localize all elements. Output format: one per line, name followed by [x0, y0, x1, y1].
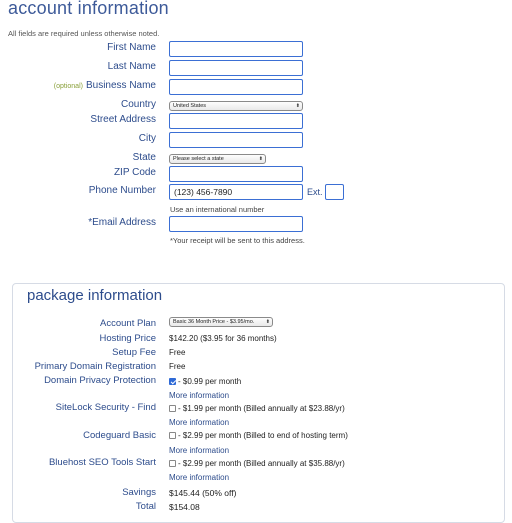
last-name-input[interactable]: [169, 60, 303, 76]
country-label: Country: [120, 99, 156, 110]
email-address-input[interactable]: [169, 216, 303, 232]
zip-code-label: ZIP Code: [113, 167, 156, 178]
phone-number-label: Phone Number: [88, 185, 156, 196]
first-name-input[interactable]: [169, 41, 303, 57]
account-section-title: account information: [8, 0, 169, 18]
codeguard-option: [169, 431, 348, 440]
phone-number-input[interactable]: (123) 456-7890: [169, 184, 303, 200]
business-name-label-text: Business Name: [85, 80, 156, 91]
account-plan-value: Basic 36 Month Price - $3.95/mo.: [173, 319, 255, 325]
domain-privacy-option: [169, 377, 241, 386]
state-label: State: [132, 152, 156, 163]
account-plan-select[interactable]: [169, 317, 273, 327]
savings-value: $145.44 (50% off): [169, 488, 237, 498]
street-address-label: Street Address: [90, 114, 156, 125]
ext-input[interactable]: [325, 184, 344, 200]
domain-privacy-checkbox[interactable]: [169, 378, 176, 385]
select-arrows-icon: ⬍: [295, 103, 300, 109]
account-plan-label: Account Plan: [100, 318, 156, 329]
ext-label: Ext.: [307, 187, 323, 197]
street-address-input[interactable]: [169, 113, 303, 129]
sitelock-label: SiteLock Security - Find: [55, 402, 156, 413]
first-name-label: First Name: [107, 42, 156, 53]
setup-fee-label: Setup Fee: [112, 347, 156, 358]
package-section-title: package information: [27, 287, 163, 304]
seo-tools-label: Bluehost SEO Tools Start: [48, 457, 156, 468]
business-name-label: [54, 80, 156, 91]
city-label: City: [138, 133, 156, 144]
required-note: All fields are required unless otherwise noted.: [8, 29, 160, 38]
sitelock-more-info-link[interactable]: More information: [169, 418, 230, 427]
domain-privacy-label: Domain Privacy Protection: [44, 375, 156, 386]
business-name-input[interactable]: [169, 79, 303, 95]
country-select[interactable]: [169, 101, 303, 111]
primary-domain-label: Primary Domain Registration: [34, 361, 156, 372]
seo-tools-price: - $2.99 per month (Billed annually at $35.88/yr): [178, 459, 345, 468]
codeguard-price: - $2.99 per month (Billed to end of hosting term): [178, 431, 348, 440]
codeguard-label: Codeguard Basic: [83, 430, 156, 441]
email-hint: *Your receipt will be sent to this address.: [170, 236, 305, 245]
hosting-price-value: [169, 334, 277, 343]
seo-tools-checkbox[interactable]: [169, 460, 176, 467]
email-address-label: *Email Address: [88, 217, 156, 228]
codeguard-checkbox[interactable]: [169, 432, 176, 439]
state-select-value: Please select a state: [173, 156, 224, 162]
savings-label: Savings: [122, 487, 156, 498]
seo-tools-more-info-link[interactable]: More information: [169, 473, 230, 482]
total-label: Total: [135, 501, 156, 512]
primary-domain-value: Free: [169, 362, 186, 371]
country-select-value: United States: [173, 103, 207, 109]
sitelock-price: - $1.99 per month (Billed annually at $23.88/yr): [178, 404, 345, 413]
setup-fee-value: Free: [169, 348, 186, 357]
domain-privacy-price: - $0.99 per month: [178, 377, 242, 386]
seo-tools-option: [169, 459, 345, 468]
city-input[interactable]: [169, 132, 303, 148]
state-select[interactable]: [169, 154, 266, 164]
select-arrows-icon: ⬍: [258, 156, 263, 162]
total-value: $154.08: [169, 502, 200, 512]
hosting-price-label: Hosting Price: [99, 333, 156, 344]
zip-code-input[interactable]: [169, 166, 303, 182]
sitelock-option: [169, 404, 345, 413]
sitelock-checkbox[interactable]: [169, 405, 176, 412]
phone-hint: Use an international number: [170, 205, 265, 214]
select-arrows-icon: ⬍: [265, 319, 270, 325]
hosting-price-detail: ($3.95 for 36 months): [200, 334, 277, 343]
hosting-price-amount: $142.20: [169, 334, 198, 343]
domain-privacy-more-info-link[interactable]: More information: [169, 391, 230, 400]
optional-tag: (optional): [53, 83, 83, 90]
last-name-label: Last Name: [107, 61, 156, 72]
codeguard-more-info-link[interactable]: More information: [169, 446, 230, 455]
